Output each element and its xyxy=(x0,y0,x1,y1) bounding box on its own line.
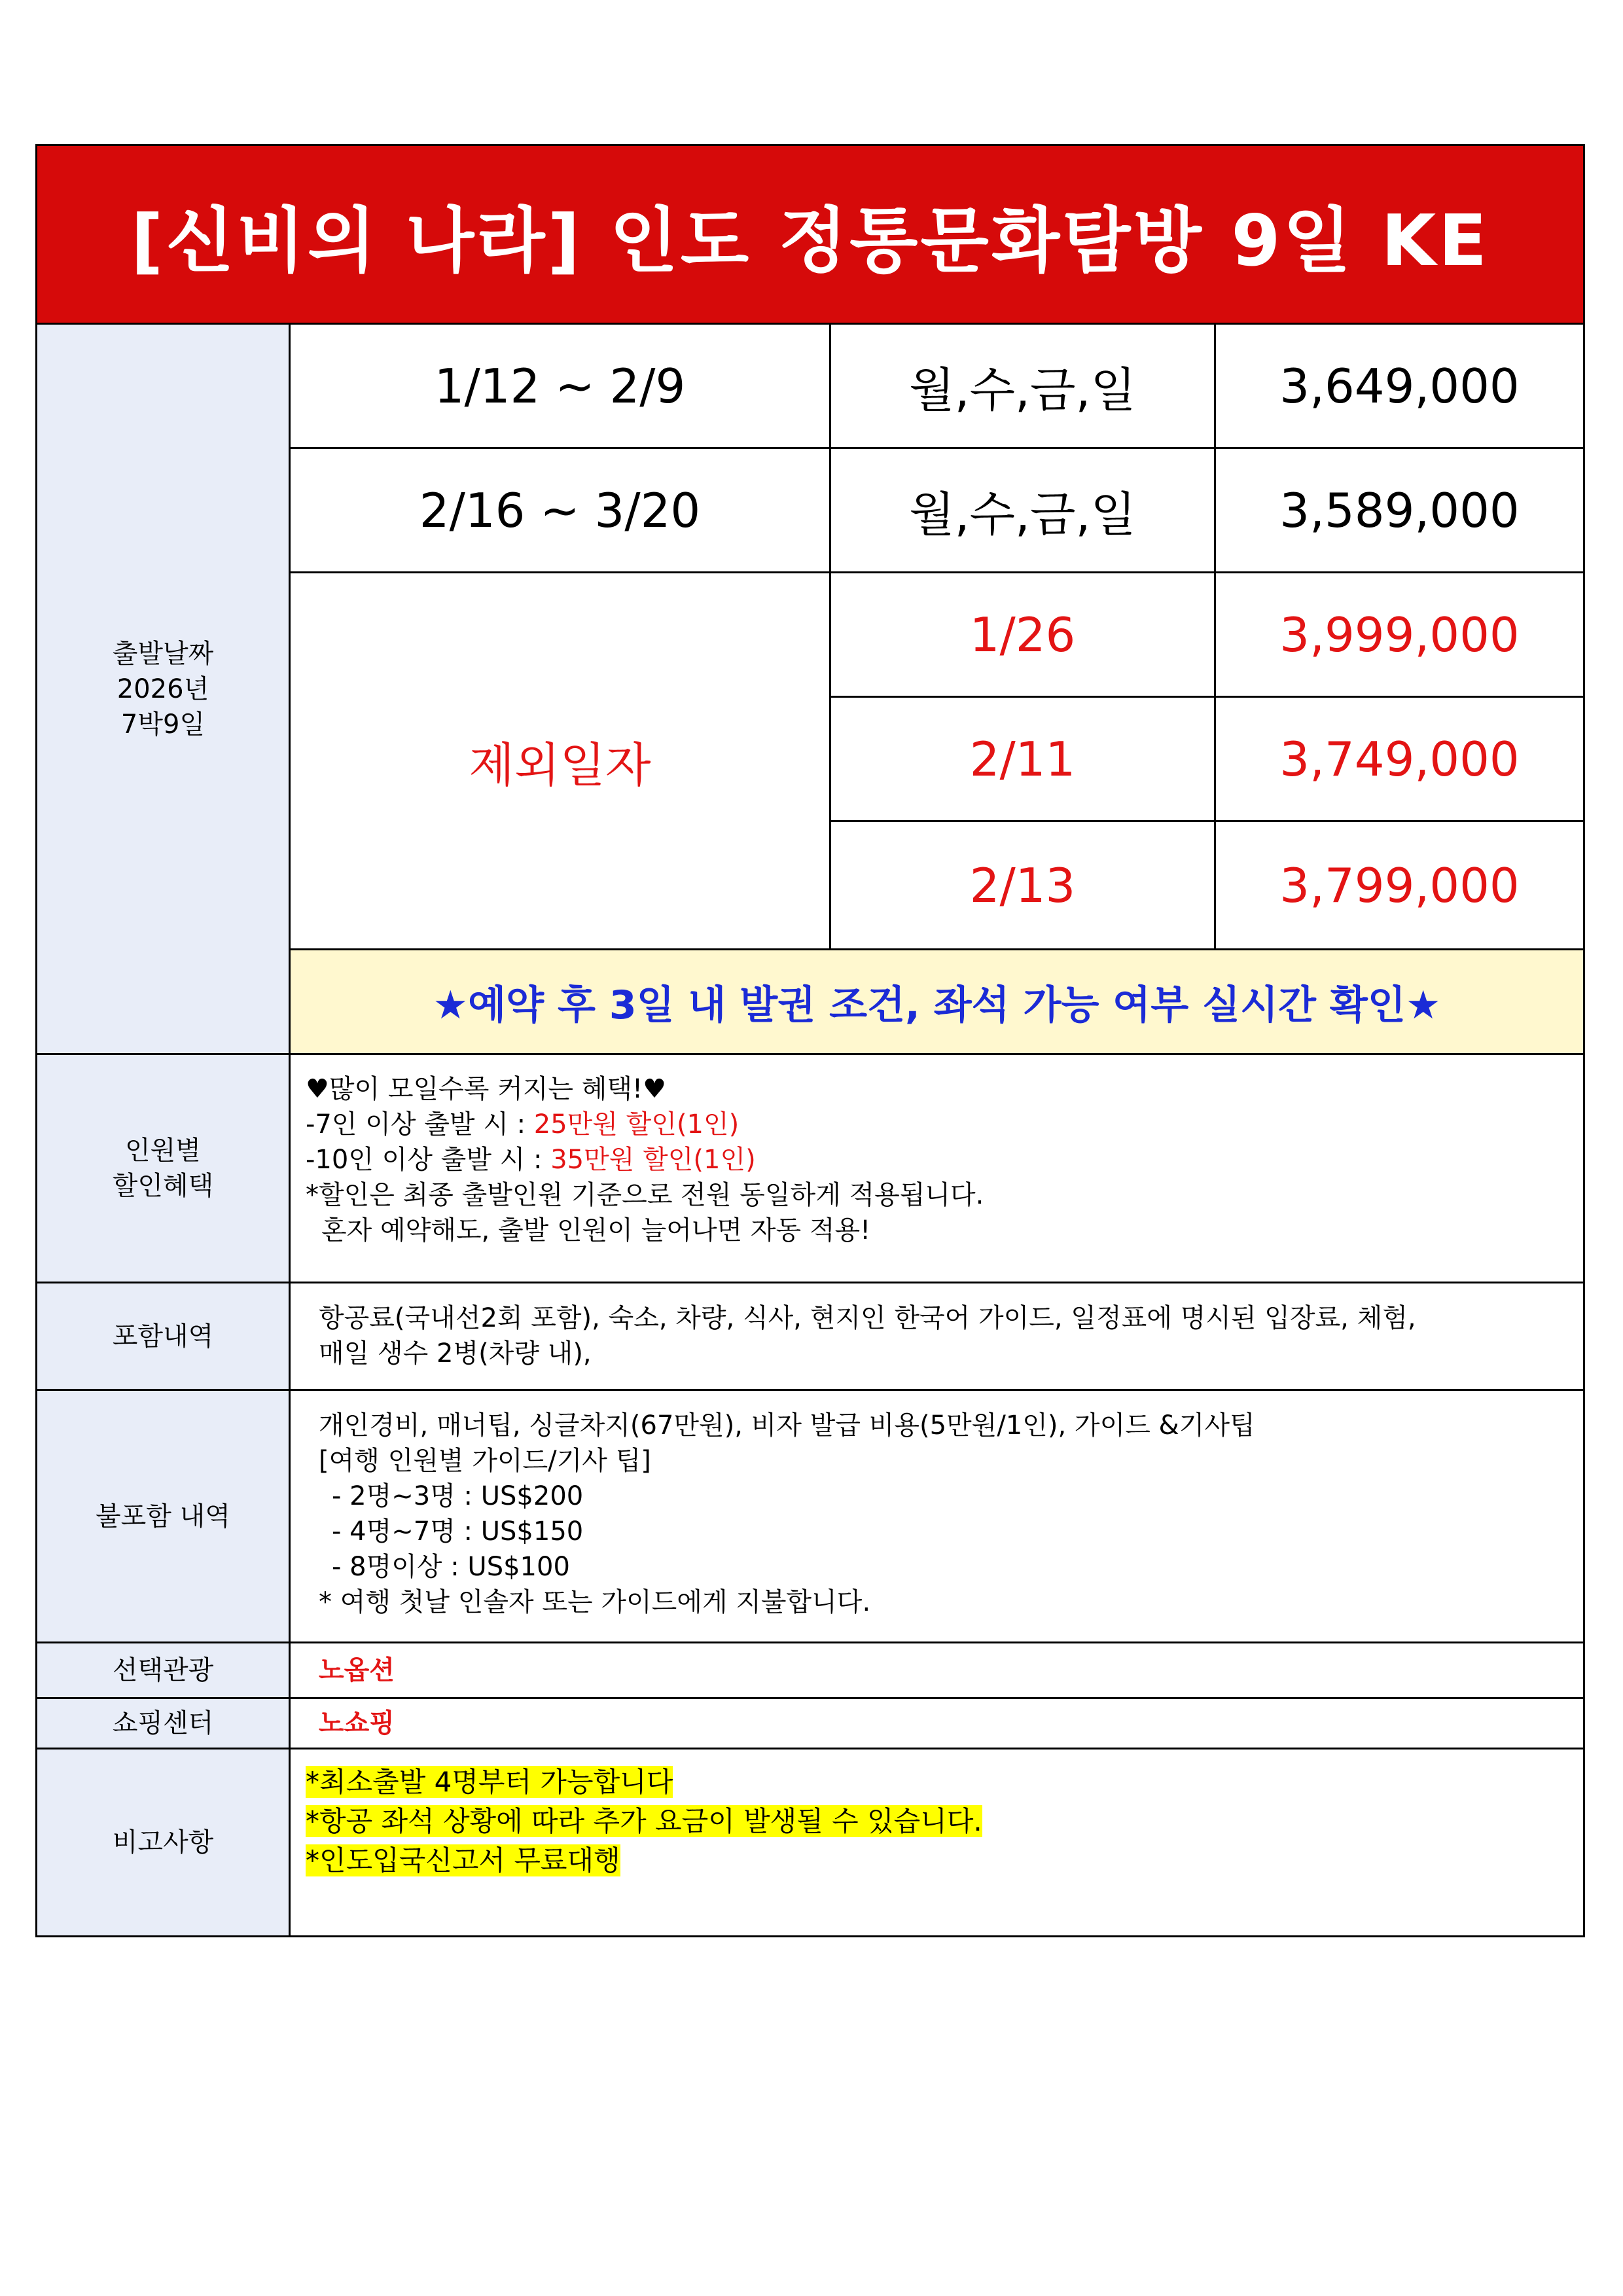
discount-note: 혼자 예약해도, 출발 인원이 늘어나면 자동 적용! xyxy=(321,1215,871,1246)
excluded-line: * 여행 첫날 인솔자 또는 가이드에게 지불합니다. xyxy=(319,1587,871,1617)
discount-item xyxy=(306,1107,1575,1142)
departure-label xyxy=(37,325,289,1053)
excluded-line: - 4명~7명 : US$150 xyxy=(332,1516,584,1547)
excluded-date-cell: 2/11 xyxy=(969,731,1076,787)
remarks-content xyxy=(306,1763,1575,1907)
departure-label-line: 출발날짜 xyxy=(112,638,214,669)
discount-heading: ♥많이 모일수록 커지는 혜택!♥ xyxy=(306,1074,666,1104)
period-cell: 1/12 ~ 2/9 xyxy=(434,358,686,414)
discount-item-amount: 35만원 할인(1인) xyxy=(550,1145,756,1175)
grid-line xyxy=(831,820,1583,822)
period-cell: 2/16 ~ 3/20 xyxy=(419,482,701,538)
optional-tour-value: 노옵션 xyxy=(319,1655,395,1685)
excluded-date-cell: 1/26 xyxy=(969,607,1076,662)
discount-label-line: 인원별 xyxy=(125,1136,201,1166)
discount-label xyxy=(37,1055,289,1282)
tour-title: [신비의 나라] 인도 정통문화탐방 9일 KE xyxy=(37,146,1583,323)
excluded-items-label: 불포함 내역 xyxy=(37,1391,289,1641)
excluded-dates-label: 제외일자 xyxy=(469,737,651,793)
discount-content xyxy=(306,1071,1575,1268)
grid-line xyxy=(289,325,291,1935)
discount-note: *할인은 최종 출발인원 기준으로 전원 동일하게 적용됩니다. xyxy=(306,1180,984,1210)
optional-tour-label: 선택관광 xyxy=(37,1643,289,1697)
shopping-label: 쇼핑센터 xyxy=(37,1699,289,1748)
price-cell: 3,589,000 xyxy=(1279,482,1520,538)
booking-notice: ★예약 후 3일 내 발권 조건, 좌석 가능 여부 실시간 확인★ xyxy=(291,950,1583,1053)
departure-label-line: 7박9일 xyxy=(120,709,205,740)
excluded-line: - 8명이상 : US$100 xyxy=(332,1552,570,1582)
discount-item-prefix: -10인 이상 출발 시 : xyxy=(306,1145,551,1175)
grid-line xyxy=(291,571,1583,573)
grid-line xyxy=(37,1697,1583,1699)
included-content xyxy=(319,1300,1575,1379)
remarks-label: 비고사항 xyxy=(37,1749,289,1935)
grid-line xyxy=(37,1641,1583,1643)
excluded-line: - 2명~3명 : US$200 xyxy=(332,1481,584,1511)
excluded-price-cell: 3,799,000 xyxy=(1279,857,1520,913)
tour-info-table xyxy=(35,144,1585,1937)
excluded-date-cell: 2/13 xyxy=(969,857,1076,913)
discount-item xyxy=(306,1142,1575,1177)
included-label: 포함내역 xyxy=(37,1283,289,1389)
excluded-line: [여행 인원별 가이드/기사 팁] xyxy=(319,1446,651,1476)
shopping-value: 노쇼핑 xyxy=(319,1708,395,1738)
remark-line: *항공 좌석 상황에 따라 추가 요금이 발생될 수 있습니다. xyxy=(306,1805,982,1837)
days-cell: 월,수,금,일 xyxy=(909,486,1136,542)
grid-line xyxy=(831,696,1583,698)
grid-line xyxy=(37,1053,1583,1055)
discount-label-line: 할인혜택 xyxy=(112,1171,214,1201)
days-cell: 월,수,금,일 xyxy=(909,362,1136,418)
discount-item-amount: 25만원 할인(1인) xyxy=(533,1109,740,1139)
grid-line xyxy=(829,325,831,948)
grid-line xyxy=(291,948,1583,950)
excluded-items-content xyxy=(319,1408,1575,1630)
included-line: 매일 생수 2병(차량 내), xyxy=(319,1338,592,1369)
discount-item-prefix: -7인 이상 출발 시 : xyxy=(306,1109,534,1139)
grid-line xyxy=(37,323,1583,325)
grid-line xyxy=(1214,325,1216,948)
remark-line: *인도입국신고서 무료대행 xyxy=(306,1844,620,1876)
grid-line xyxy=(291,447,1583,449)
price-cell: 3,649,000 xyxy=(1279,358,1520,414)
excluded-price-cell: 3,999,000 xyxy=(1279,607,1520,662)
remark-line: *최소출발 4명부터 가능합니다 xyxy=(306,1766,673,1798)
included-line: 항공료(국내선2회 포함), 숙소, 차량, 식사, 현지인 한국어 가이드, 일정표에 명시된 입장료, 체험, xyxy=(319,1303,1416,1333)
departure-label-line: 2026년 xyxy=(116,673,209,704)
excluded-price-cell: 3,749,000 xyxy=(1279,731,1520,787)
grid-line xyxy=(37,1389,1583,1391)
grid-line xyxy=(37,1748,1583,1749)
excluded-line: 개인경비, 매너팁, 싱글차지(67만원), 비자 발급 비용(5만원/1인), 가이드 &기사팁 xyxy=(319,1410,1255,1441)
grid-line xyxy=(37,1282,1583,1283)
